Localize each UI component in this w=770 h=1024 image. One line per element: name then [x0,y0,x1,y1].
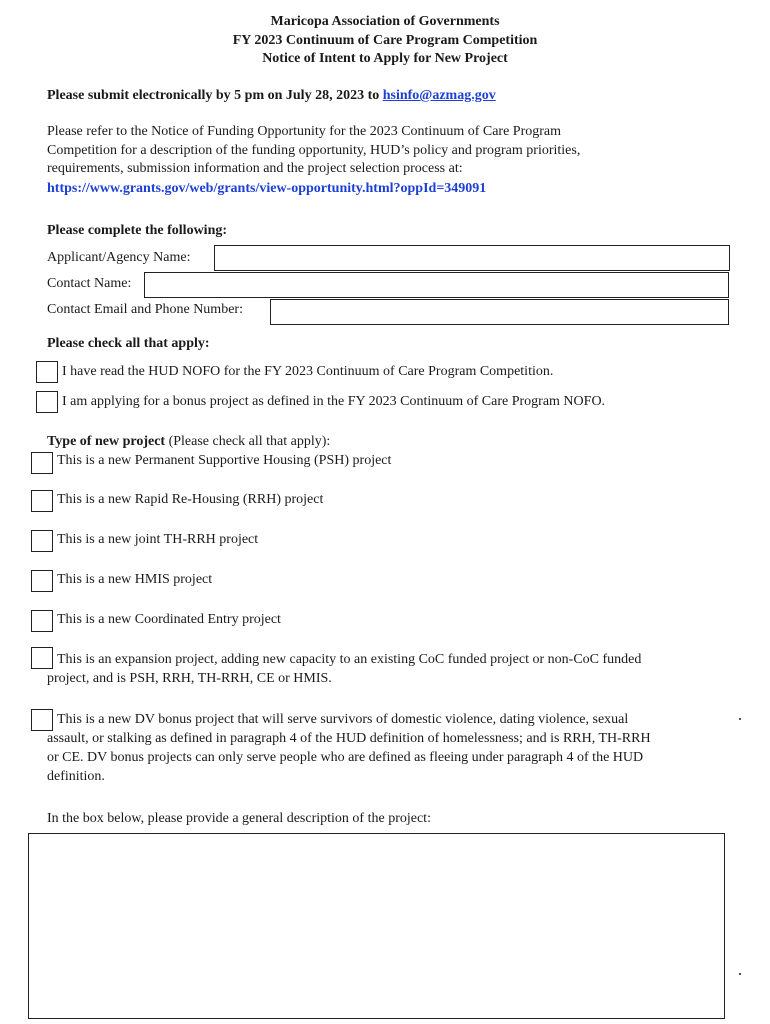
refer-line-2: Competition for a description of the funding opportunity, HUD’s policy and program priorities, [47,143,581,158]
description-prompt: In the box below, please provide a general description of the project: [47,811,431,826]
th-rrh-checkbox[interactable] [31,530,53,552]
type-heading-rest: (Please check all that apply): [165,434,331,449]
dv-bonus-label-line-3: or CE. DV bonus projects can only serve people who are defined as fleeing under paragraph 4 of the HUD [47,750,644,765]
margin-mark [739,718,741,720]
expansion-label-line-2: project, and is PSH, RRH, TH-RRH, CE or HMIS. [47,671,332,686]
submit-instruction [47,88,496,104]
read-nofo-label: I have read the HUD NOFO for the FY 2023 Continuum of Care Program Competition. [62,364,554,379]
applicant-label: Applicant/Agency Name: [47,250,191,265]
submit-email-link[interactable]: hsinfo@azmag.gov [382,88,496,103]
margin-mark [739,973,741,975]
type-heading [47,434,330,450]
coordinated-entry-label: This is a new Coordinated Entry project [57,612,281,627]
refer-line-3: requirements, submission information and the project selection process at: [47,161,463,176]
coordinated-entry-checkbox[interactable] [31,610,53,632]
expansion-checkbox[interactable] [31,647,53,669]
nofo-url-link[interactable]: https://www.grants.gov/web/grants/view-opportunity.html?oppId=349091 [47,181,487,196]
submit-text: Please submit electronically by 5 pm on July 28, 2023 to [47,88,380,103]
contact-email-phone-input[interactable] [270,299,729,325]
bonus-project-checkbox[interactable] [36,391,58,413]
dv-bonus-checkbox[interactable] [31,709,53,731]
psh-label: This is a new Permanent Supportive Housing (PSH) project [57,453,392,468]
th-rrh-label: This is a new joint TH-RRH project [57,532,259,547]
hmis-checkbox[interactable] [31,570,53,592]
dv-bonus-label-line-4: definition. [47,769,105,784]
bonus-project-label: I am applying for a bonus project as defined in the FY 2023 Continuum of Care Program NOFO. [62,394,606,409]
contact-email-phone-label: Contact Email and Phone Number: [47,302,243,317]
header-org: Maricopa Association of Governments [270,14,500,29]
refer-line-1: Please refer to the Notice of Funding Opportunity for the 2023 Continuum of Care Program [47,124,562,139]
complete-heading: Please complete the following: [47,223,228,238]
rrh-checkbox[interactable] [31,490,53,512]
type-heading-bold: Type of new project [47,434,166,449]
expansion-label-line-1: This is an expansion project, adding new capacity to an existing CoC funded project or non-CoC funded [57,652,642,667]
contact-name-input[interactable] [144,272,729,298]
hmis-label: This is a new HMIS project [57,572,213,587]
check-all-heading: Please check all that apply: [47,336,210,351]
read-nofo-checkbox[interactable] [36,361,58,383]
applicant-input[interactable] [214,245,730,271]
header-competition: FY 2023 Continuum of Care Program Competition [232,33,538,48]
dv-bonus-label-line-1: This is a new DV bonus project that will serve survivors of domestic violence, dating violence, sexual [57,712,629,727]
contact-name-label: Contact Name: [47,276,132,291]
rrh-label: This is a new Rapid Re-Housing (RRH) project [57,492,324,507]
header-title: Notice of Intent to Apply for New Project [262,51,508,66]
description-textarea[interactable] [28,833,725,1019]
psh-checkbox[interactable] [31,452,53,474]
dv-bonus-label-line-2: assault, or stalking as defined in paragraph 4 of the HUD definition of homelessness; and is RRH, TH-RRH [47,731,651,746]
